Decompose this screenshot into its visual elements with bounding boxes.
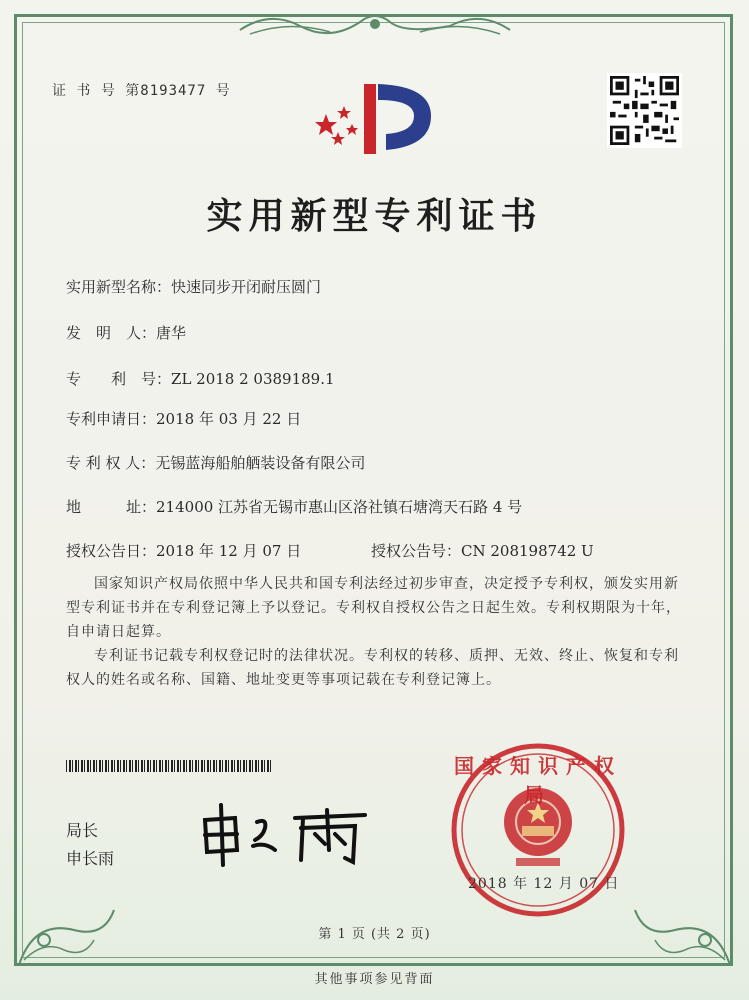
body-paragraph-1: 国家知识产权局依照中华人民共和国专利法经过初步审查，决定授予专利权，颁发实用新型专利证书并在专利登记簿上予以登记。专利权自授权公告之日起生效。专利权期限为十年，自申请日起算。: [66, 576, 681, 640]
signatory-name: 申长雨: [66, 849, 115, 868]
address-row: [66, 496, 522, 517]
grant-number-row: [371, 540, 594, 561]
patentee-value: 无锡蓝海船舶舾装设备有限公司: [155, 454, 366, 472]
grant-number-value: CN 208198742 U: [461, 542, 594, 560]
qr-code: [607, 73, 682, 148]
patentee-label: 专 利 权 人：: [66, 454, 156, 472]
grant-date-row: [66, 540, 301, 561]
utility-name-value: 快速同步开闭耐压圆门: [171, 278, 322, 296]
patent-number-label: 专 利 号：: [66, 370, 172, 388]
grant-date-label: 授权公告日：: [66, 542, 157, 560]
patent-number-value: ZL 2018 2 0389189.1: [171, 370, 335, 388]
address-label: 地 址：: [66, 498, 157, 516]
body-paragraph-2: 专利证书记载专利权登记时的法律状况。专利权的转移、质押、无效、终止、恢复和专利权人的姓名或名称、国籍、地址变更等事项记载在专利登记簿上。: [66, 648, 679, 688]
apply-date-value: 2018 年 03 月 22 日: [156, 410, 302, 428]
barcode: [66, 760, 272, 772]
footer-note: 其他事项参见背面: [314, 972, 435, 987]
document-title: 实用新型专利证书: [206, 195, 543, 237]
page-indicator: 第 1 页 (共 2 页): [318, 927, 431, 942]
apply-date-row: [66, 408, 301, 429]
certificate-number: 证 书 号 第8193477 号: [52, 83, 231, 99]
utility-name-label: 实用新型名称：: [66, 278, 172, 296]
seal-date: 2018 年 12 月 07 日: [468, 876, 620, 892]
inventor-label: 发 明 人：: [66, 324, 157, 342]
grant-number-label: 授权公告号：: [371, 542, 462, 560]
seal-arc-text: 国家知识产权局: [454, 754, 622, 807]
signatory-role: 局长: [66, 821, 99, 840]
top-ornament: [230, 6, 520, 40]
inventor-value: 唐华: [156, 324, 187, 342]
utility-name-row: [66, 276, 321, 297]
address-value: 214000 江苏省无锡市惠山区洛社镇石塘湾天石路 4 号: [156, 498, 523, 516]
inventor-row: [66, 322, 186, 343]
grant-date-value: 2018 年 12 月 07 日: [156, 542, 302, 560]
patent-number-row: [66, 368, 335, 389]
apply-date-label: 专利申请日：: [66, 410, 157, 428]
cnipa-logo: [306, 74, 446, 164]
handwritten-signature: [195, 800, 375, 870]
patentee-row: [66, 452, 365, 473]
